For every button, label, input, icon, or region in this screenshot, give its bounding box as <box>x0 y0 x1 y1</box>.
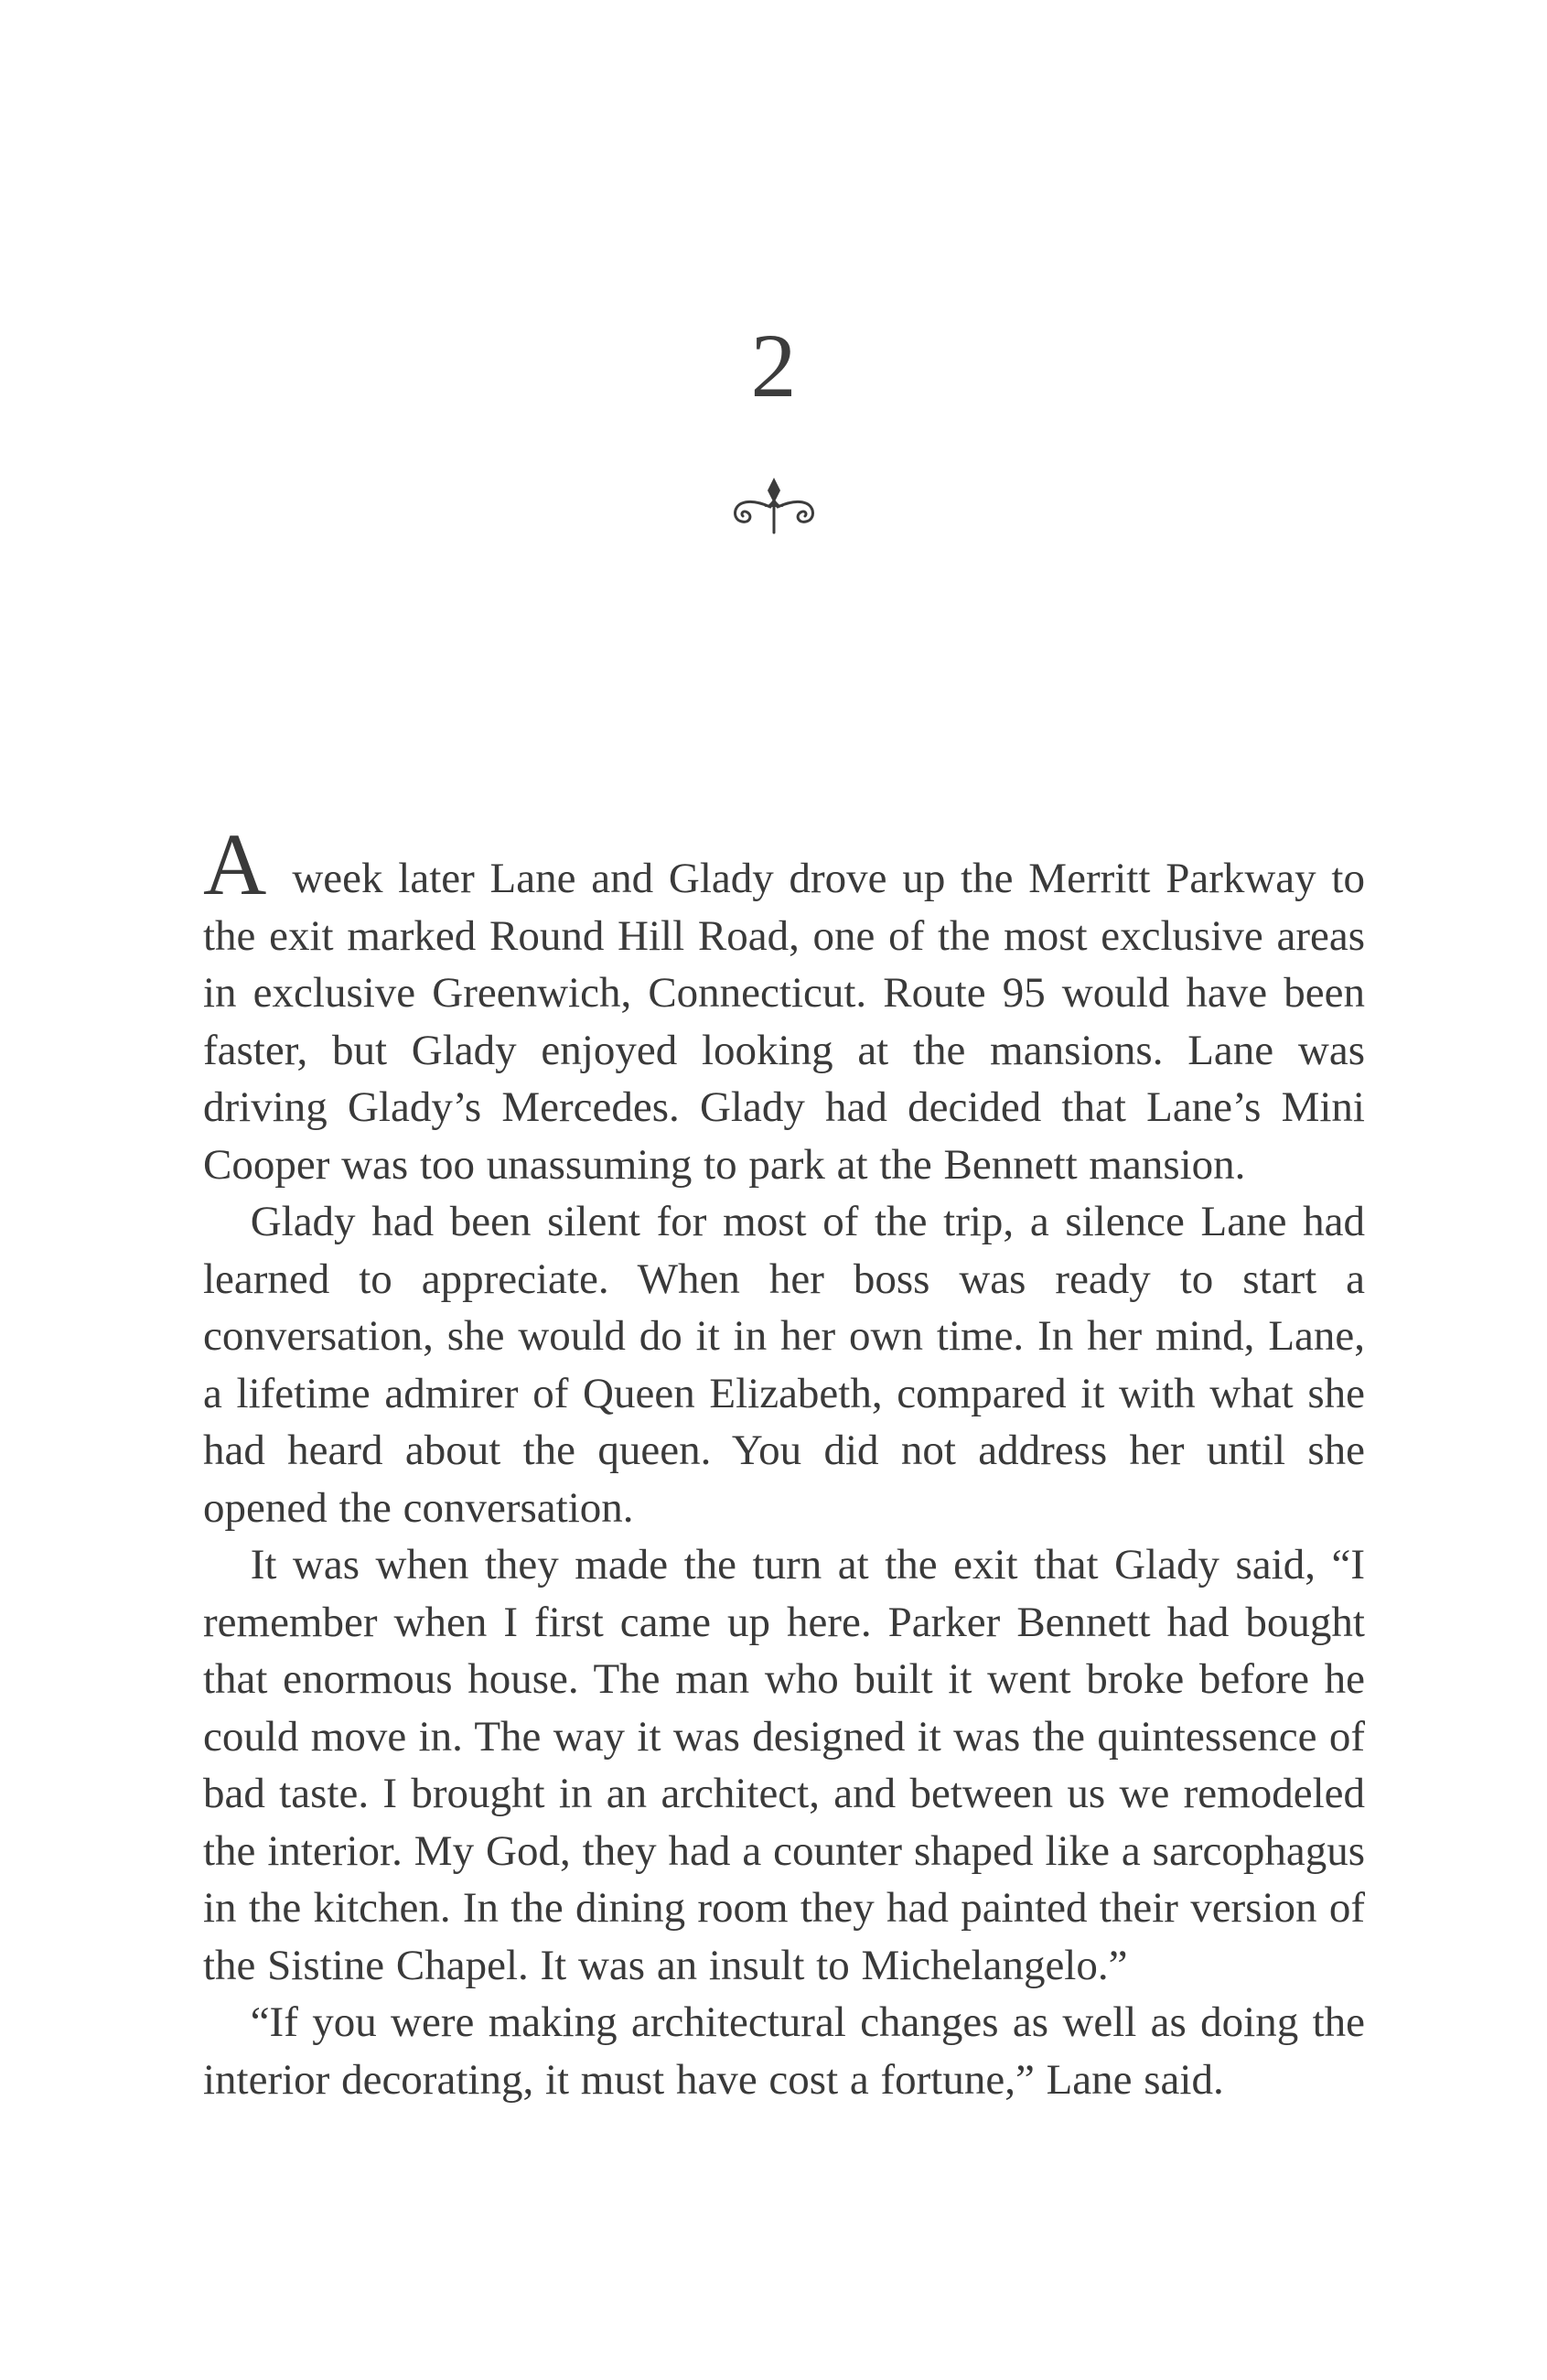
chapter-number: 2 <box>750 315 797 416</box>
paragraph-2: Glady had been silent for most of the trip, a silence Lane had learned to appreciate. When her boss was ready to start a conversation, she would do it in her own time. In her mind, Lane, a lifetime admirer of Queen Elizabeth, compared it with what she had heard about the queen. You did not address her until she opened the conversation. <box>203 1198 1365 1532</box>
fleuron-icon <box>727 476 821 536</box>
paragraph-1 <box>203 815 1365 1193</box>
chapter-text <box>203 815 1365 2108</box>
paragraph-1-text: week later Lane and Glady drove up the Merritt Parkway to the exit marked Round Hill Road, one of the most exclusive areas in exclusive Greenwich, Connecticut. Route 95 would have been faster, but Glady enjoyed looking at the mansions. Lane was driving Glady’s Mercedes. Glady had decided that Lane’s Mini Cooper was too unassuming to park at the Bennett mansion. <box>203 855 1365 1189</box>
drop-cap: A <box>203 815 267 913</box>
paragraph-3: It was when they made the turn at the exit that Glady said, “I remember when I first came up here. Parker Bennett had bought that enormous house. The man who built it went broke before he could move in. The way it was designed it was the quintessence of bad taste. I brought in an architect, and between us we remodeled the interior. My God, they had a counter shaped like a sarcophagus in the kitchen. In the dining room they had painted their version of the Sistine Chapel. It was an insult to Michelangelo.” <box>203 1541 1365 1989</box>
paragraph-4: “If you were making architectural changes as well as doing the interior decorating, it must have cost a fortune,” Lane said. <box>203 1998 1365 2104</box>
